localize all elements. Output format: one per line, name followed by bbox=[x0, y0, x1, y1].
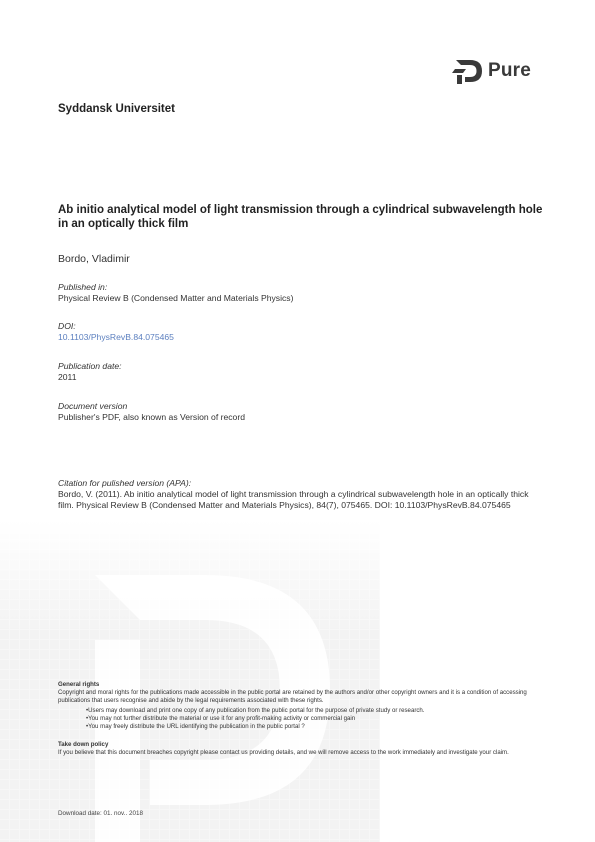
doi-label: DOI: bbox=[58, 321, 76, 331]
take-down-section bbox=[58, 741, 538, 757]
published-in-label: Published in: bbox=[58, 282, 108, 292]
pure-logo-icon bbox=[452, 58, 486, 84]
list-item: • You may freely distribute the URL identifying the publication in the public portal ? bbox=[86, 723, 538, 731]
general-rights-list bbox=[58, 707, 538, 730]
institution-name: Syddansk Universitet bbox=[58, 103, 175, 115]
download-date: Download date: 01. nov.. 2018 bbox=[58, 810, 143, 817]
document-version-label: Document version bbox=[58, 401, 128, 411]
document-version-block bbox=[58, 401, 548, 423]
publication-date-label: Publication date: bbox=[58, 361, 122, 371]
general-rights-text: Copyright and moral rights for the publications made accessible in the public portal are retained by the authors and/or other copyright owners and it is a condition of accessing publications that users recognise and abide by the legal requirements associated with these rights. bbox=[58, 688, 527, 704]
citation-label: Citation for pulished version (APA): bbox=[58, 478, 192, 488]
citation-block bbox=[58, 478, 546, 511]
general-rights-heading: General rights bbox=[58, 681, 100, 688]
pure-logo bbox=[452, 58, 531, 84]
author-name: Bordo, Vladimir bbox=[58, 253, 130, 265]
general-rights-section bbox=[58, 681, 538, 731]
list-item: • Users may download and print one copy of any publication from the public portal for the purpose of private study or research. bbox=[86, 707, 538, 715]
list-item: • You may not further distribute the material or use it for any profit-making activity or commercial gain bbox=[86, 715, 538, 723]
take-down-heading: Take down policy bbox=[58, 741, 109, 748]
take-down-text: If you believe that this document breaches copyright please contact us providing details, and we will remove access to the work immediately and investigate your claim. bbox=[58, 748, 509, 756]
document-version-value: Publisher's PDF, also known as Version of record bbox=[58, 412, 245, 422]
publication-title: Ab initio analytical model of light transmission through a cylindrical subwavelength hole in an optically thick film bbox=[58, 204, 543, 230]
publication-date-value: 2011 bbox=[58, 372, 77, 382]
published-in-block bbox=[58, 282, 548, 304]
doi-block bbox=[58, 321, 548, 343]
doi-link[interactable]: 10.1103/PhysRevB.84.075465 bbox=[58, 332, 174, 342]
published-in-value: Physical Review B (Condensed Matter and Materials Physics) bbox=[58, 293, 294, 303]
pure-logo-text: Pure bbox=[488, 60, 532, 81]
citation-text: Bordo, V. (2011). Ab initio analytical model of light transmission through a cylindrical subwavelength hole in an optically thick film. Physical Review B (Condensed Matter and Materials Physics), 84(7), 075465. DOI: 10.1103/PhysRevB.84.075465 bbox=[58, 489, 529, 510]
publication-date-block bbox=[58, 361, 548, 383]
